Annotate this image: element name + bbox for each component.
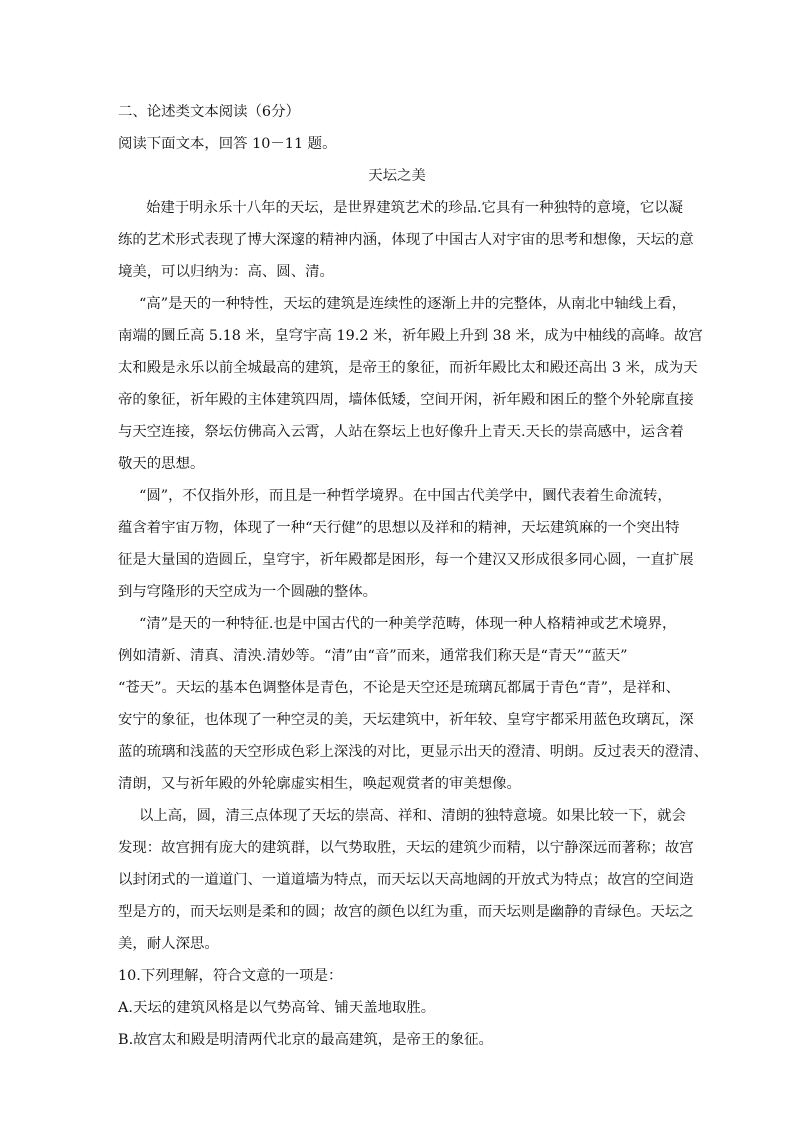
paragraph-line: “清”是天的一种特征.也是中国古代的一种美学范畴，体现一种人格精神或艺术境界， — [139, 616, 677, 632]
paragraph-line: 到与穹隆形的天空成为一个圆融的整体。 — [118, 584, 378, 600]
paragraph-line: 练的艺术形式表现了博大深邃的精神内涵，体现了中国古人对宇宙的思考和想像，天坛的意 — [118, 232, 694, 248]
instruction: 阅读下面文本，回答 10－11 题。 — [118, 136, 337, 152]
paragraph-line: 发现：故宫拥有庞大的建筑群，以气势取胜，天坛的建筑少而精，以宁静深远而著称；故宫 — [118, 840, 694, 856]
paragraph-line: 型是方的，而天坛则是柔和的圆；故宫的颜色以红为重，而天坛则是幽静的青绿色。天坛之 — [118, 904, 694, 920]
paragraph-line: “圆”，不仅指外形，而且是一种哲学境界。在中国古代美学中，圜代表着生命流转， — [139, 488, 672, 504]
paragraph-line: “高”是天的一种特性，天坛的建筑是连续性的逐渐上井的完整体，从南北中轴线上看， — [139, 296, 687, 312]
paragraph-line: 安宁的象征，也体现了一种空灵的美，天坛建筑中，祈年较、皇穹宇都采用蓝色玫璃瓦，深 — [118, 712, 694, 728]
option-b: B.故宫太和殿是明清两代北京的最高建筑，是帝王的象征。 — [118, 1032, 493, 1048]
paragraph-line: 以封闭式的一道道门、一道道墙为特点，而天坛以天高地阔的开放式为特点；故宫的空间造 — [118, 872, 694, 888]
paragraph-line: 蕴含着宇宙万物，体现了一种“天行健”的思想以及祥和的精神，天坛建筑麻的一个突出特 — [118, 520, 680, 536]
paragraph-line: 始建于明永乐十八年的天坛，是世界建筑艺术的珍品.它具有一种独特的意境，它以凝 — [146, 200, 684, 216]
paragraph-line: 敬天的思想。 — [118, 456, 205, 472]
paragraph-line: 以上高，圆，清三点体现了天坛的崇高、祥和、清朗的独特意境。如果比较一下，就会 — [139, 808, 686, 824]
paragraph-line: 帝的象征，祈年殿的主体建筑四周，墙体低矮，空间开闲，祈年殿和困丘的整个外轮廓直接 — [118, 392, 694, 408]
paragraph-line: 与天空连接，祭坛仿佛高入云霄，人站在祭坛上也好像升上青天.天长的崇高感中，运含着 — [118, 424, 684, 440]
paragraph-line: 蓝的琉璃和浅蓝的天空形成色彩上深浅的对比，更显示出天的澄清、明朗。反过表天的澄清、 — [118, 744, 709, 760]
option-a: A.天坛的建筑风格是以气势高耸、铺天盖地取胜。 — [118, 1000, 436, 1016]
paragraph-line: 征是大量国的造圆丘，皇穹宇，祈年殿都是困形，每一个建汉又形成很多同心圆，一直扩展 — [118, 552, 694, 568]
paragraph-line: 例如清新、清真、清泱.清妙等。“清”由“音”而来，通常我们称天是“青天”“蓝天” — [118, 648, 628, 664]
paragraph-line: 太和殿是永乐以前全城最高的建筑，是帝王的象征，而祈年殿比太和殿还高出 3 米，成为天 — [118, 360, 698, 376]
section-heading: 二、论述类文本阅读（6分） — [118, 104, 300, 120]
paragraph-line: “苍天”。天坛的基本色调整体是青色，不论是天空还是琉璃瓦都属于青色“青”，是祥和、 — [118, 680, 680, 696]
paragraph-line: 南端的圜丘高 5.18 米，皇穹宇高 19.2 米，祈年殿上升到 38 米，成为中柚线的高峰。故宫 — [118, 328, 703, 344]
question-stem: 10.下列理解，符合文意的一项是： — [118, 968, 343, 984]
paragraph-line: 清朗，又与祈年殿的外轮廓虚实相生，唤起观赏者的审美想像。 — [118, 776, 521, 792]
paragraph-line: 境美，可以归纳为：高、圆、清。 — [118, 264, 334, 280]
paragraph-line: 美，耐人深思。 — [118, 936, 219, 952]
article-title: 天坛之美 — [368, 168, 426, 184]
